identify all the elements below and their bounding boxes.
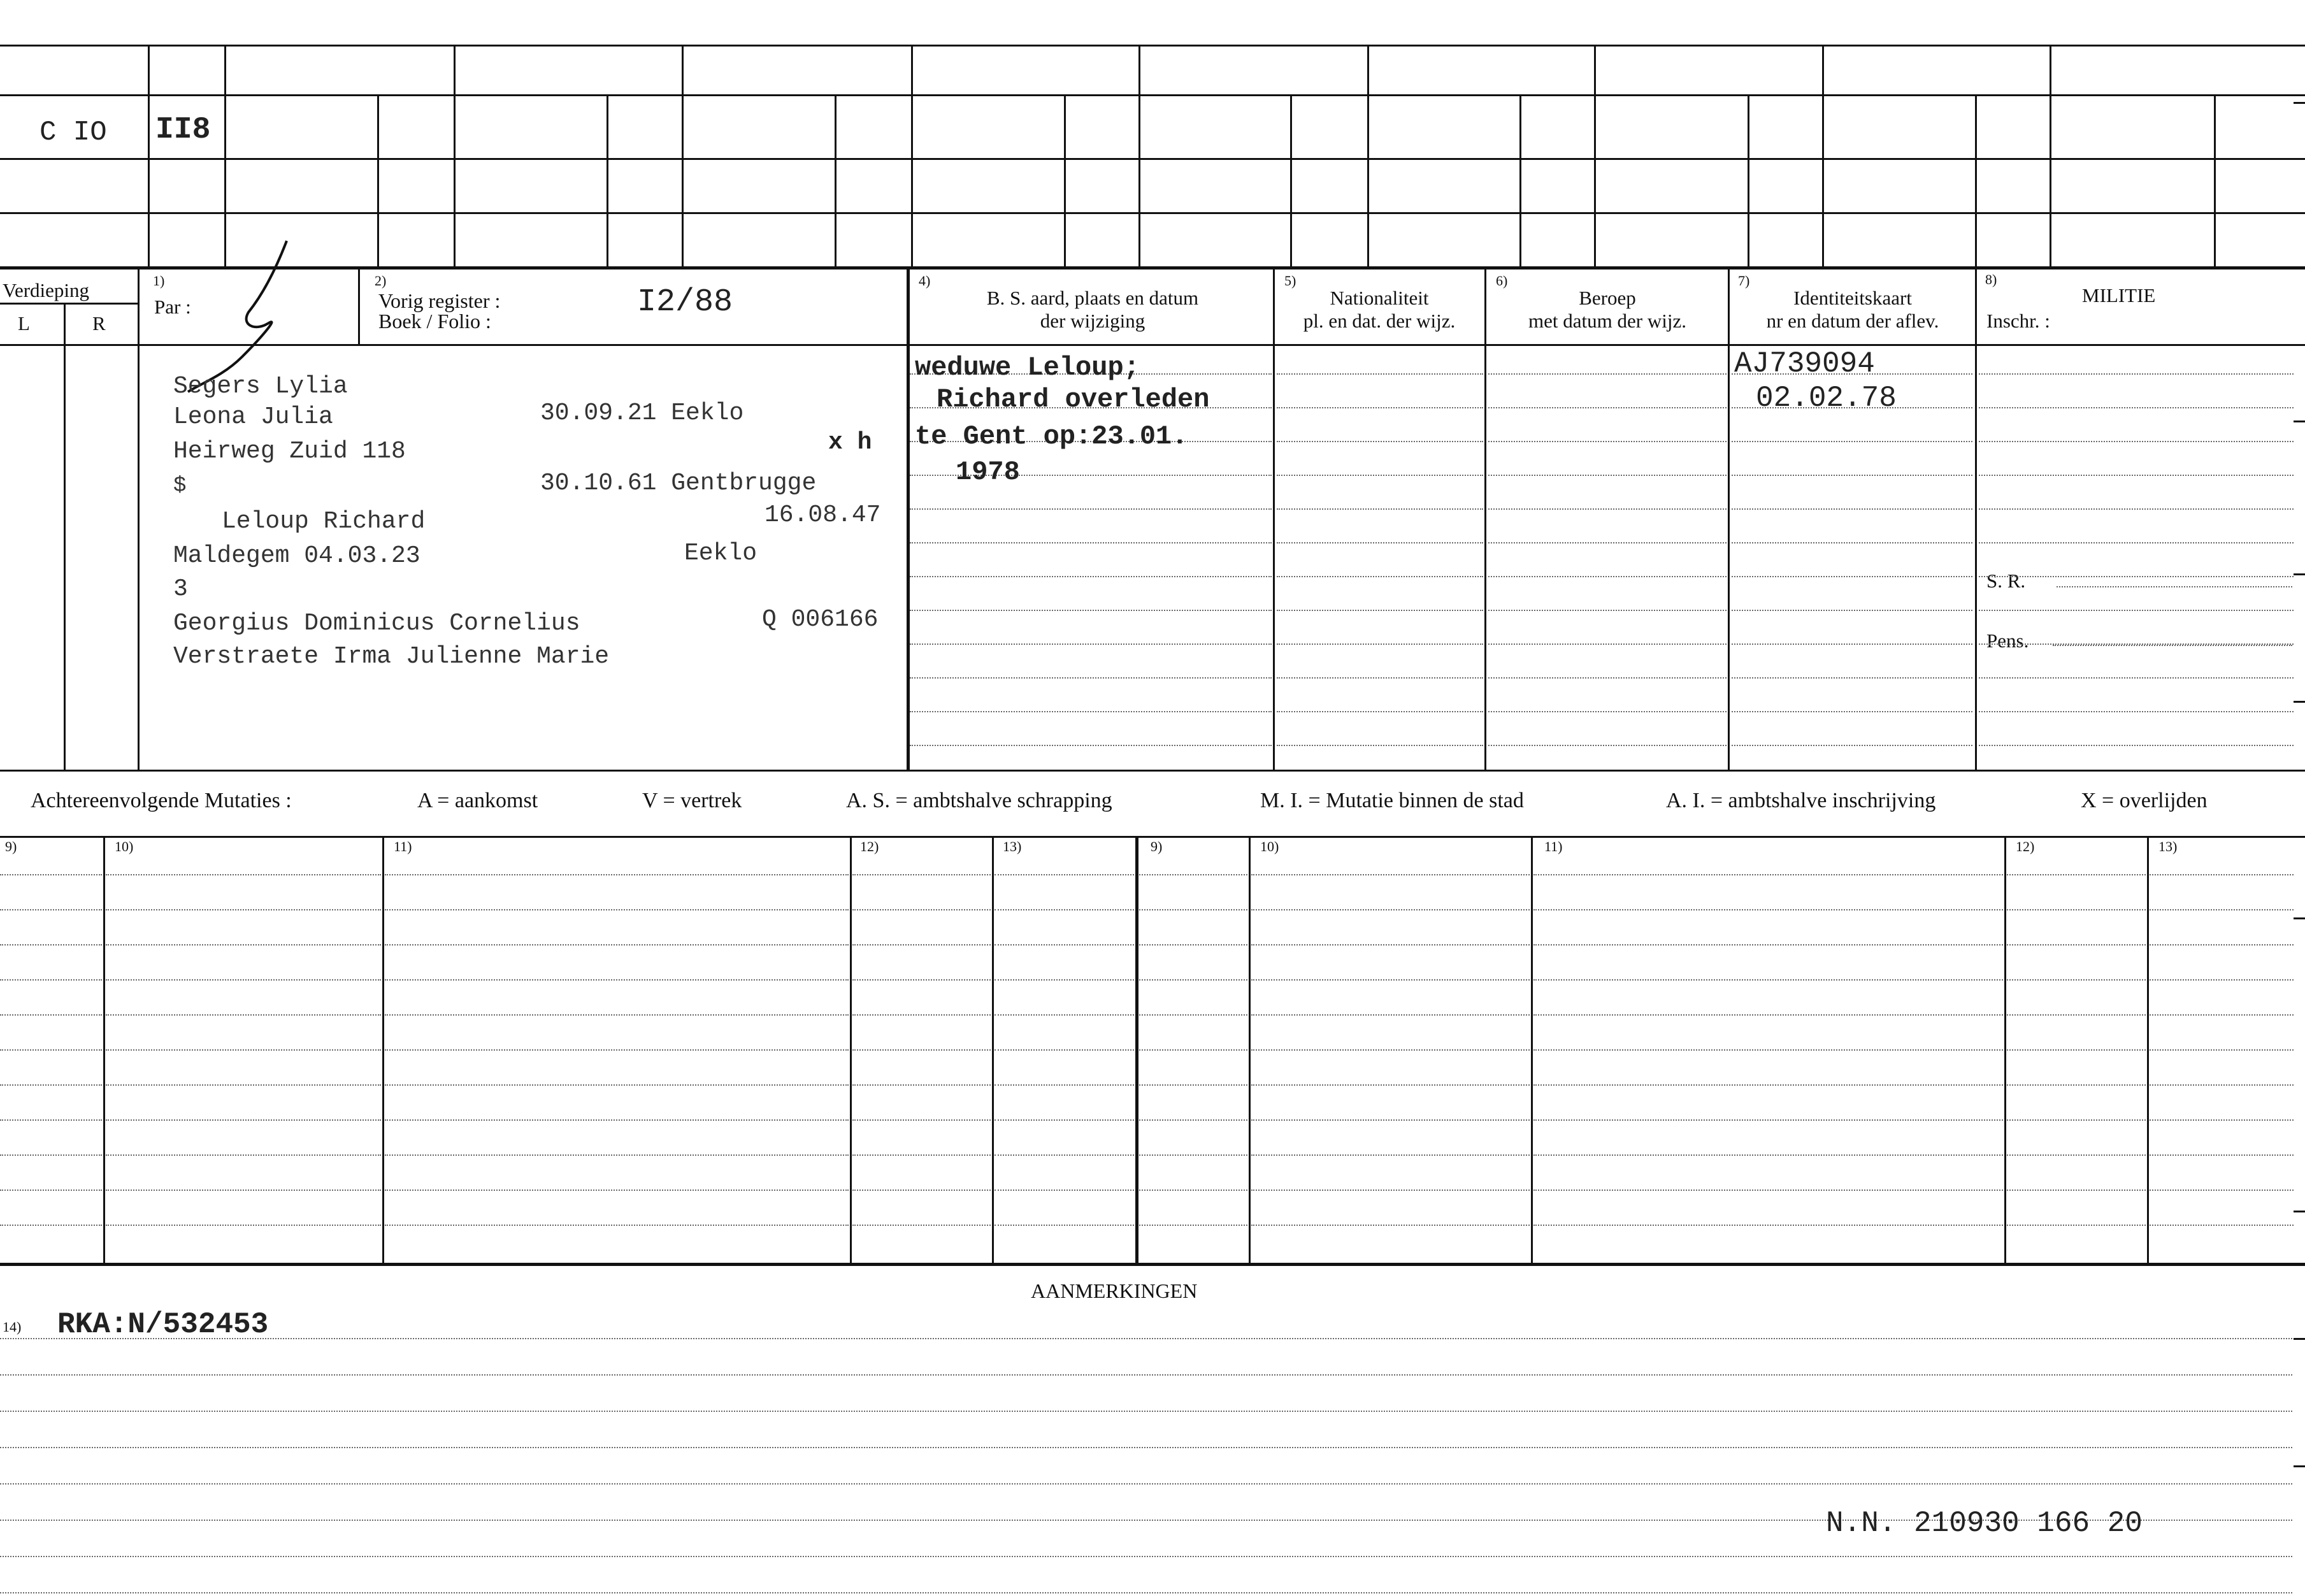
dotted-line — [106, 1049, 381, 1051]
dotted-line — [1488, 441, 1727, 442]
grid-vline — [377, 94, 379, 268]
grid-line — [0, 212, 2305, 214]
mut-col-10b: 10) — [1260, 838, 1279, 854]
mut-vline — [992, 836, 994, 1264]
dotted-line — [2007, 944, 2146, 945]
dotted-line — [2007, 1225, 2146, 1226]
mut-vline — [2004, 836, 2006, 1264]
dotted-line — [2150, 1119, 2294, 1121]
mut-col-11b: 11) — [1544, 838, 1563, 854]
dotted-line — [995, 909, 1134, 910]
dotted-line — [1139, 874, 1247, 875]
dotted-line — [1277, 508, 1483, 510]
wijziging-line2: Richard overleden — [937, 384, 1210, 415]
grid-vline — [148, 45, 150, 268]
dotted-line — [1732, 576, 1972, 577]
dotted-line — [910, 677, 1272, 679]
dotted-line — [2150, 1049, 2294, 1051]
mut-col-12: 12) — [860, 838, 879, 854]
person-marriage: 30.10.61 Gentbrugge — [540, 470, 817, 497]
dotted-line — [1139, 944, 1247, 945]
col7-number: 7) — [1738, 273, 1750, 289]
dotted-line — [1732, 643, 1972, 645]
verdieping-l: L — [18, 312, 30, 334]
dotted-line — [2150, 1084, 2294, 1086]
dotted-line — [0, 874, 102, 875]
dotted-line — [1277, 576, 1483, 577]
dotted-line — [1732, 677, 1972, 679]
dotted-line — [2007, 979, 2146, 981]
dotted-line — [2053, 645, 2292, 646]
spouse-name: Leloup Richard — [222, 508, 426, 535]
mut-vline — [1531, 836, 1533, 1264]
person-code: Q 006166 — [762, 606, 879, 633]
dotted-line — [1979, 441, 2294, 442]
grid-vline — [224, 45, 226, 268]
dotted-line — [1533, 1190, 2003, 1191]
grid-vline — [1594, 45, 1596, 268]
dotted-line — [995, 1154, 1134, 1156]
grid-vline — [1519, 94, 1521, 268]
dotted-line — [385, 1014, 849, 1016]
col5-number: 5) — [1284, 273, 1296, 289]
col7-heading-line1: Identiteitskaart — [1793, 287, 1912, 309]
person-first-names: Leona Julia — [173, 403, 333, 431]
dotted-line — [1139, 1190, 1247, 1191]
dotted-line — [2150, 1225, 2294, 1226]
dotted-line — [1732, 711, 1972, 712]
dotted-line — [2007, 1014, 2146, 1016]
col7-heading-line2: nr en datum der aflev. — [1766, 310, 1939, 332]
dotted-line — [1979, 542, 2294, 543]
col6-heading-line2: met datum der wijz. — [1528, 310, 1686, 332]
dotted-line — [1277, 643, 1483, 645]
aanmerkingen-number: 14) — [3, 1319, 22, 1335]
dotted-line — [2150, 1154, 2294, 1156]
dotted-line — [1488, 677, 1727, 679]
col5-heading-line1: Nationaliteit — [1330, 287, 1429, 309]
vline-col4 — [907, 268, 910, 771]
grid-vline — [911, 45, 913, 268]
dotted-line — [995, 1049, 1134, 1051]
dotted-line — [910, 711, 1272, 712]
mutaties-bottom-line — [0, 1263, 2305, 1266]
top-border — [0, 45, 2305, 47]
dotted-line — [0, 1447, 2292, 1448]
dotted-line — [1251, 1119, 1530, 1121]
id-card-number: AJ739094 — [1734, 347, 1875, 380]
dotted-line — [0, 1483, 2292, 1485]
dotted-line — [106, 1190, 381, 1191]
dotted-line — [385, 944, 849, 945]
dotted-line — [1277, 677, 1483, 679]
dotted-line — [1533, 979, 2003, 981]
main-bottom-line — [0, 770, 2305, 772]
dotted-line — [1533, 1119, 2003, 1121]
mut-col-9: 9) — [5, 838, 17, 854]
mut-vline — [103, 836, 105, 1264]
parent-mother: Verstraete Irma Julienne Marie — [173, 643, 610, 670]
dotted-line — [2007, 1190, 2146, 1191]
col8-number: 8) — [1985, 271, 1997, 287]
margin-tick — [2294, 1465, 2305, 1467]
wijziging-line1: weduwe Leloup; — [915, 352, 1140, 383]
dotted-line — [1533, 1084, 2003, 1086]
dotted-line — [1533, 944, 2003, 945]
dotted-line — [1139, 1154, 1247, 1156]
margin-tick — [2294, 573, 2305, 575]
dotted-line — [1979, 576, 2294, 577]
person-birth: 30.09.21 Eeklo — [540, 399, 744, 427]
dotted-line — [1251, 909, 1530, 910]
dotted-line — [0, 1084, 102, 1086]
col6-number: 6) — [1496, 273, 1508, 289]
dotted-line — [2007, 909, 2146, 910]
dotted-line — [1251, 1014, 1530, 1016]
dotted-line — [1251, 944, 1530, 945]
spouse-date: 16.08.47 — [765, 501, 881, 529]
parent-father: Georgius Dominicus Cornelius — [173, 610, 580, 637]
legend-title: Achtereenvolgende Mutaties : — [31, 789, 292, 812]
dotted-line — [0, 1190, 102, 1191]
grid-vline — [1367, 45, 1369, 268]
mut-vline — [382, 836, 384, 1264]
dotted-line — [1979, 643, 2294, 645]
wijziging-line3: te Gent op:23.01. — [915, 421, 1188, 452]
dotted-line — [0, 1049, 102, 1051]
handwritten-mark-icon — [185, 236, 306, 395]
militie-pens: Pens. — [1986, 629, 2029, 652]
aanmerkingen-text: RKA:N/532453 — [57, 1308, 269, 1341]
dotted-line — [1979, 745, 2294, 746]
dotted-line — [1732, 542, 1972, 543]
col2-label-boek: Boek / Folio : — [378, 310, 491, 333]
col5-heading-line2: pl. en dat. der wijz. — [1303, 310, 1456, 332]
dotted-line — [1277, 610, 1483, 611]
wijziging-line4: 1978 — [956, 457, 1020, 487]
militie-inschr: Inschr. : — [1986, 310, 2050, 332]
dotted-line — [106, 1225, 381, 1226]
dotted-line — [0, 944, 102, 945]
dotted-line — [852, 1225, 991, 1226]
dotted-line — [106, 1014, 381, 1016]
dotted-line — [106, 1084, 381, 1086]
dotted-line — [910, 745, 1272, 746]
verdieping-r: R — [92, 312, 106, 334]
dotted-line — [106, 1119, 381, 1121]
dotted-line — [0, 1338, 2292, 1339]
grid-vline — [1975, 94, 1977, 268]
dotted-line — [1251, 1084, 1530, 1086]
dotted-line — [995, 944, 1134, 945]
dotted-line — [1251, 1225, 1530, 1226]
dotted-line — [1732, 745, 1972, 746]
dotted-line — [2150, 979, 2294, 981]
dotted-line — [910, 576, 1272, 577]
dotted-line — [1979, 373, 2294, 375]
legend-vertrek: V = vertrek — [642, 789, 742, 812]
dotted-line — [1533, 1049, 2003, 1051]
dotted-line — [385, 1190, 849, 1191]
person-mark: x h — [828, 429, 872, 456]
dotted-line — [1979, 711, 2294, 712]
dotted-line — [385, 874, 849, 875]
grid-vline — [454, 45, 456, 268]
dotted-line — [852, 1084, 991, 1086]
grid-vline — [835, 94, 837, 268]
dotted-line — [1979, 508, 2294, 510]
legend-aankomst: A = aankomst — [417, 789, 538, 812]
grid-vline — [1748, 94, 1749, 268]
grid-vline — [1138, 45, 1140, 268]
dotted-line — [385, 979, 849, 981]
margin-tick — [2294, 102, 2305, 104]
dotted-line — [1488, 711, 1727, 712]
dotted-line — [1251, 1154, 1530, 1156]
dotted-line — [1488, 407, 1727, 408]
dotted-line — [1277, 745, 1483, 746]
dotted-line — [2150, 1014, 2294, 1016]
margin-tick — [2294, 917, 2305, 919]
dotted-line — [385, 1119, 849, 1121]
dotted-line — [1277, 441, 1483, 442]
vline-col6 — [1484, 268, 1486, 771]
dotted-line — [1277, 373, 1483, 375]
dotted-line — [910, 508, 1272, 510]
dotted-line — [1139, 1014, 1247, 1016]
legend-mutatie: M. I. = Mutatie binnen de stad — [1260, 789, 1524, 812]
dotted-line — [1979, 475, 2294, 476]
header-code-1: C IO — [39, 117, 107, 148]
grid-vline — [682, 45, 684, 268]
margin-tick — [2294, 421, 2305, 422]
dotted-line — [2007, 1154, 2146, 1156]
legend-inschrijving: A. I. = ambtshalve inschrijving — [1666, 789, 1936, 812]
mut-vline — [850, 836, 852, 1264]
mut-col-11: 11) — [394, 838, 412, 854]
dotted-line — [385, 1049, 849, 1051]
dotted-line — [1488, 576, 1727, 577]
col6-heading-line1: Beroep — [1579, 287, 1636, 309]
grid-vline — [2214, 94, 2216, 268]
grid-line — [0, 94, 2305, 96]
dotted-line — [1979, 677, 2294, 679]
grid-vline — [607, 94, 608, 268]
dotted-line — [0, 1154, 102, 1156]
dotted-line — [0, 1411, 2292, 1412]
dotted-line — [1139, 979, 1247, 981]
dotted-line — [2150, 909, 2294, 910]
dotted-line — [0, 1556, 2292, 1557]
dotted-line — [0, 1119, 102, 1121]
mut-col-13b: 13) — [2158, 838, 2178, 854]
grid-vline — [2050, 45, 2051, 268]
verdieping-line — [0, 303, 138, 305]
militie-sr: S. R. — [1986, 570, 2026, 592]
mut-vline — [2147, 836, 2149, 1264]
person-name: Segers Lylia — [173, 373, 348, 400]
spouse-birthplace: Maldegem 04.03.23 — [173, 542, 420, 570]
grid-line — [0, 266, 2305, 270]
dotted-line — [1277, 475, 1483, 476]
dotted-line — [106, 1154, 381, 1156]
dotted-line — [852, 979, 991, 981]
dotted-line — [1979, 407, 2294, 408]
dotted-line — [385, 1084, 849, 1086]
mut-vline — [1135, 836, 1138, 1264]
dotted-line — [2150, 1190, 2294, 1191]
dotted-line — [1533, 1154, 2003, 1156]
dotted-line — [1277, 407, 1483, 408]
dotted-line — [1533, 874, 2003, 875]
dotted-line — [1732, 610, 1972, 611]
dotted-line — [910, 542, 1272, 543]
dotted-line — [106, 909, 381, 910]
dotted-line — [2007, 1119, 2146, 1121]
dotted-line — [852, 944, 991, 945]
col2-number: 2) — [375, 273, 387, 289]
dotted-line — [1533, 909, 2003, 910]
dotted-line — [995, 1119, 1134, 1121]
dotted-line — [1139, 1084, 1247, 1086]
dotted-line — [0, 1592, 2292, 1593]
person-symbol: $ — [173, 474, 187, 498]
col2-value: I2/88 — [637, 284, 733, 320]
person-line7: 3 — [173, 575, 188, 603]
id-card-date: 02.02.78 — [1756, 382, 1897, 415]
vline-col5 — [1273, 268, 1275, 771]
dotted-line — [1251, 1049, 1530, 1051]
vline-col8 — [1975, 268, 1977, 771]
militie-title: MILITIE — [2082, 284, 2156, 306]
dotted-line — [1139, 909, 1247, 910]
mut-col-9b: 9) — [1151, 838, 1163, 854]
vline-lr — [64, 303, 66, 771]
grid-vline — [1290, 94, 1292, 268]
dotted-line — [1251, 874, 1530, 875]
col4-number: 4) — [919, 273, 931, 289]
dotted-line — [1277, 711, 1483, 712]
header-bottom-line — [0, 344, 2305, 346]
mut-col-10: 10) — [115, 838, 134, 854]
dotted-line — [1488, 610, 1727, 611]
dotted-line — [852, 874, 991, 875]
spouse-place2: Eeklo — [684, 540, 758, 567]
dotted-line — [1251, 979, 1530, 981]
dotted-line — [2007, 874, 2146, 875]
dotted-line — [106, 979, 381, 981]
dotted-line — [385, 1225, 849, 1226]
dotted-line — [995, 1225, 1134, 1226]
dotted-line — [2057, 586, 2292, 587]
dotted-line — [852, 1154, 991, 1156]
dotted-line — [852, 1190, 991, 1191]
mut-col-12b: 12) — [2016, 838, 2035, 854]
dotted-line — [2007, 1049, 2146, 1051]
vline-par — [138, 268, 140, 771]
dotted-line — [1488, 508, 1727, 510]
legend-schrapping: A. S. = ambtshalve schrapping — [846, 789, 1112, 812]
dotted-line — [995, 874, 1134, 875]
person-address: Heirweg Zuid 118 — [173, 438, 406, 465]
dotted-line — [852, 1119, 991, 1121]
col1-number: 1) — [153, 273, 165, 289]
dotted-line — [1488, 373, 1727, 375]
mut-col-13: 13) — [1003, 838, 1022, 854]
margin-tick — [2294, 701, 2305, 703]
dotted-line — [1533, 1225, 2003, 1226]
dotted-line — [1488, 643, 1727, 645]
verdieping-title: Verdieping — [3, 279, 90, 301]
mut-vline — [1249, 836, 1251, 1264]
dotted-line — [106, 874, 381, 875]
dotted-line — [852, 909, 991, 910]
dotted-line — [1139, 1049, 1247, 1051]
dotted-line — [910, 643, 1272, 645]
dotted-line — [1277, 542, 1483, 543]
dotted-line — [0, 909, 102, 910]
dotted-line — [385, 1154, 849, 1156]
legend-overlijden: X = overlijden — [2081, 789, 2208, 812]
dotted-line — [1732, 441, 1972, 442]
dotted-line — [1139, 1225, 1247, 1226]
margin-tick — [2294, 1211, 2305, 1212]
vline-col7 — [1728, 268, 1730, 771]
dotted-line — [2007, 1084, 2146, 1086]
dotted-line — [106, 944, 381, 945]
dotted-line — [0, 1014, 102, 1016]
dotted-line — [910, 610, 1272, 611]
dotted-line — [995, 1084, 1134, 1086]
col2-label-vorig: Vorig register : — [378, 289, 501, 312]
dotted-line — [0, 1374, 2292, 1376]
national-number: N.N. 210930 166 20 — [1826, 1507, 2143, 1540]
margin-tick — [2294, 1338, 2305, 1340]
dotted-line — [1488, 745, 1727, 746]
col4-heading-line2: der wijziging — [1040, 310, 1145, 332]
dotted-line — [995, 1014, 1134, 1016]
col1-label: Par : — [154, 296, 191, 318]
grid-vline — [1064, 94, 1066, 268]
vline-vorig — [358, 268, 360, 344]
dotted-line — [1488, 475, 1727, 476]
mutaties-top-line — [0, 836, 2305, 838]
dotted-line — [0, 1225, 102, 1226]
aanmerkingen-title: AANMERKINGEN — [1031, 1279, 1198, 1302]
header-code-2: II8 — [155, 113, 211, 147]
dotted-line — [852, 1014, 991, 1016]
grid-vline — [1822, 45, 1824, 268]
dotted-line — [2150, 944, 2294, 945]
dotted-line — [2150, 874, 2294, 875]
dotted-line — [1979, 610, 2294, 611]
dotted-line — [1488, 542, 1727, 543]
dotted-line — [1732, 475, 1972, 476]
dotted-line — [852, 1049, 991, 1051]
grid-line — [0, 158, 2305, 160]
col4-heading-line1: B. S. aard, plaats en datum — [986, 287, 1199, 309]
dotted-line — [995, 1190, 1134, 1191]
dotted-line — [1732, 508, 1972, 510]
dotted-line — [1139, 1119, 1247, 1121]
dotted-line — [0, 979, 102, 981]
dotted-line — [1251, 1190, 1530, 1191]
dotted-line — [995, 979, 1134, 981]
dotted-line — [1533, 1014, 2003, 1016]
dotted-line — [385, 909, 849, 910]
